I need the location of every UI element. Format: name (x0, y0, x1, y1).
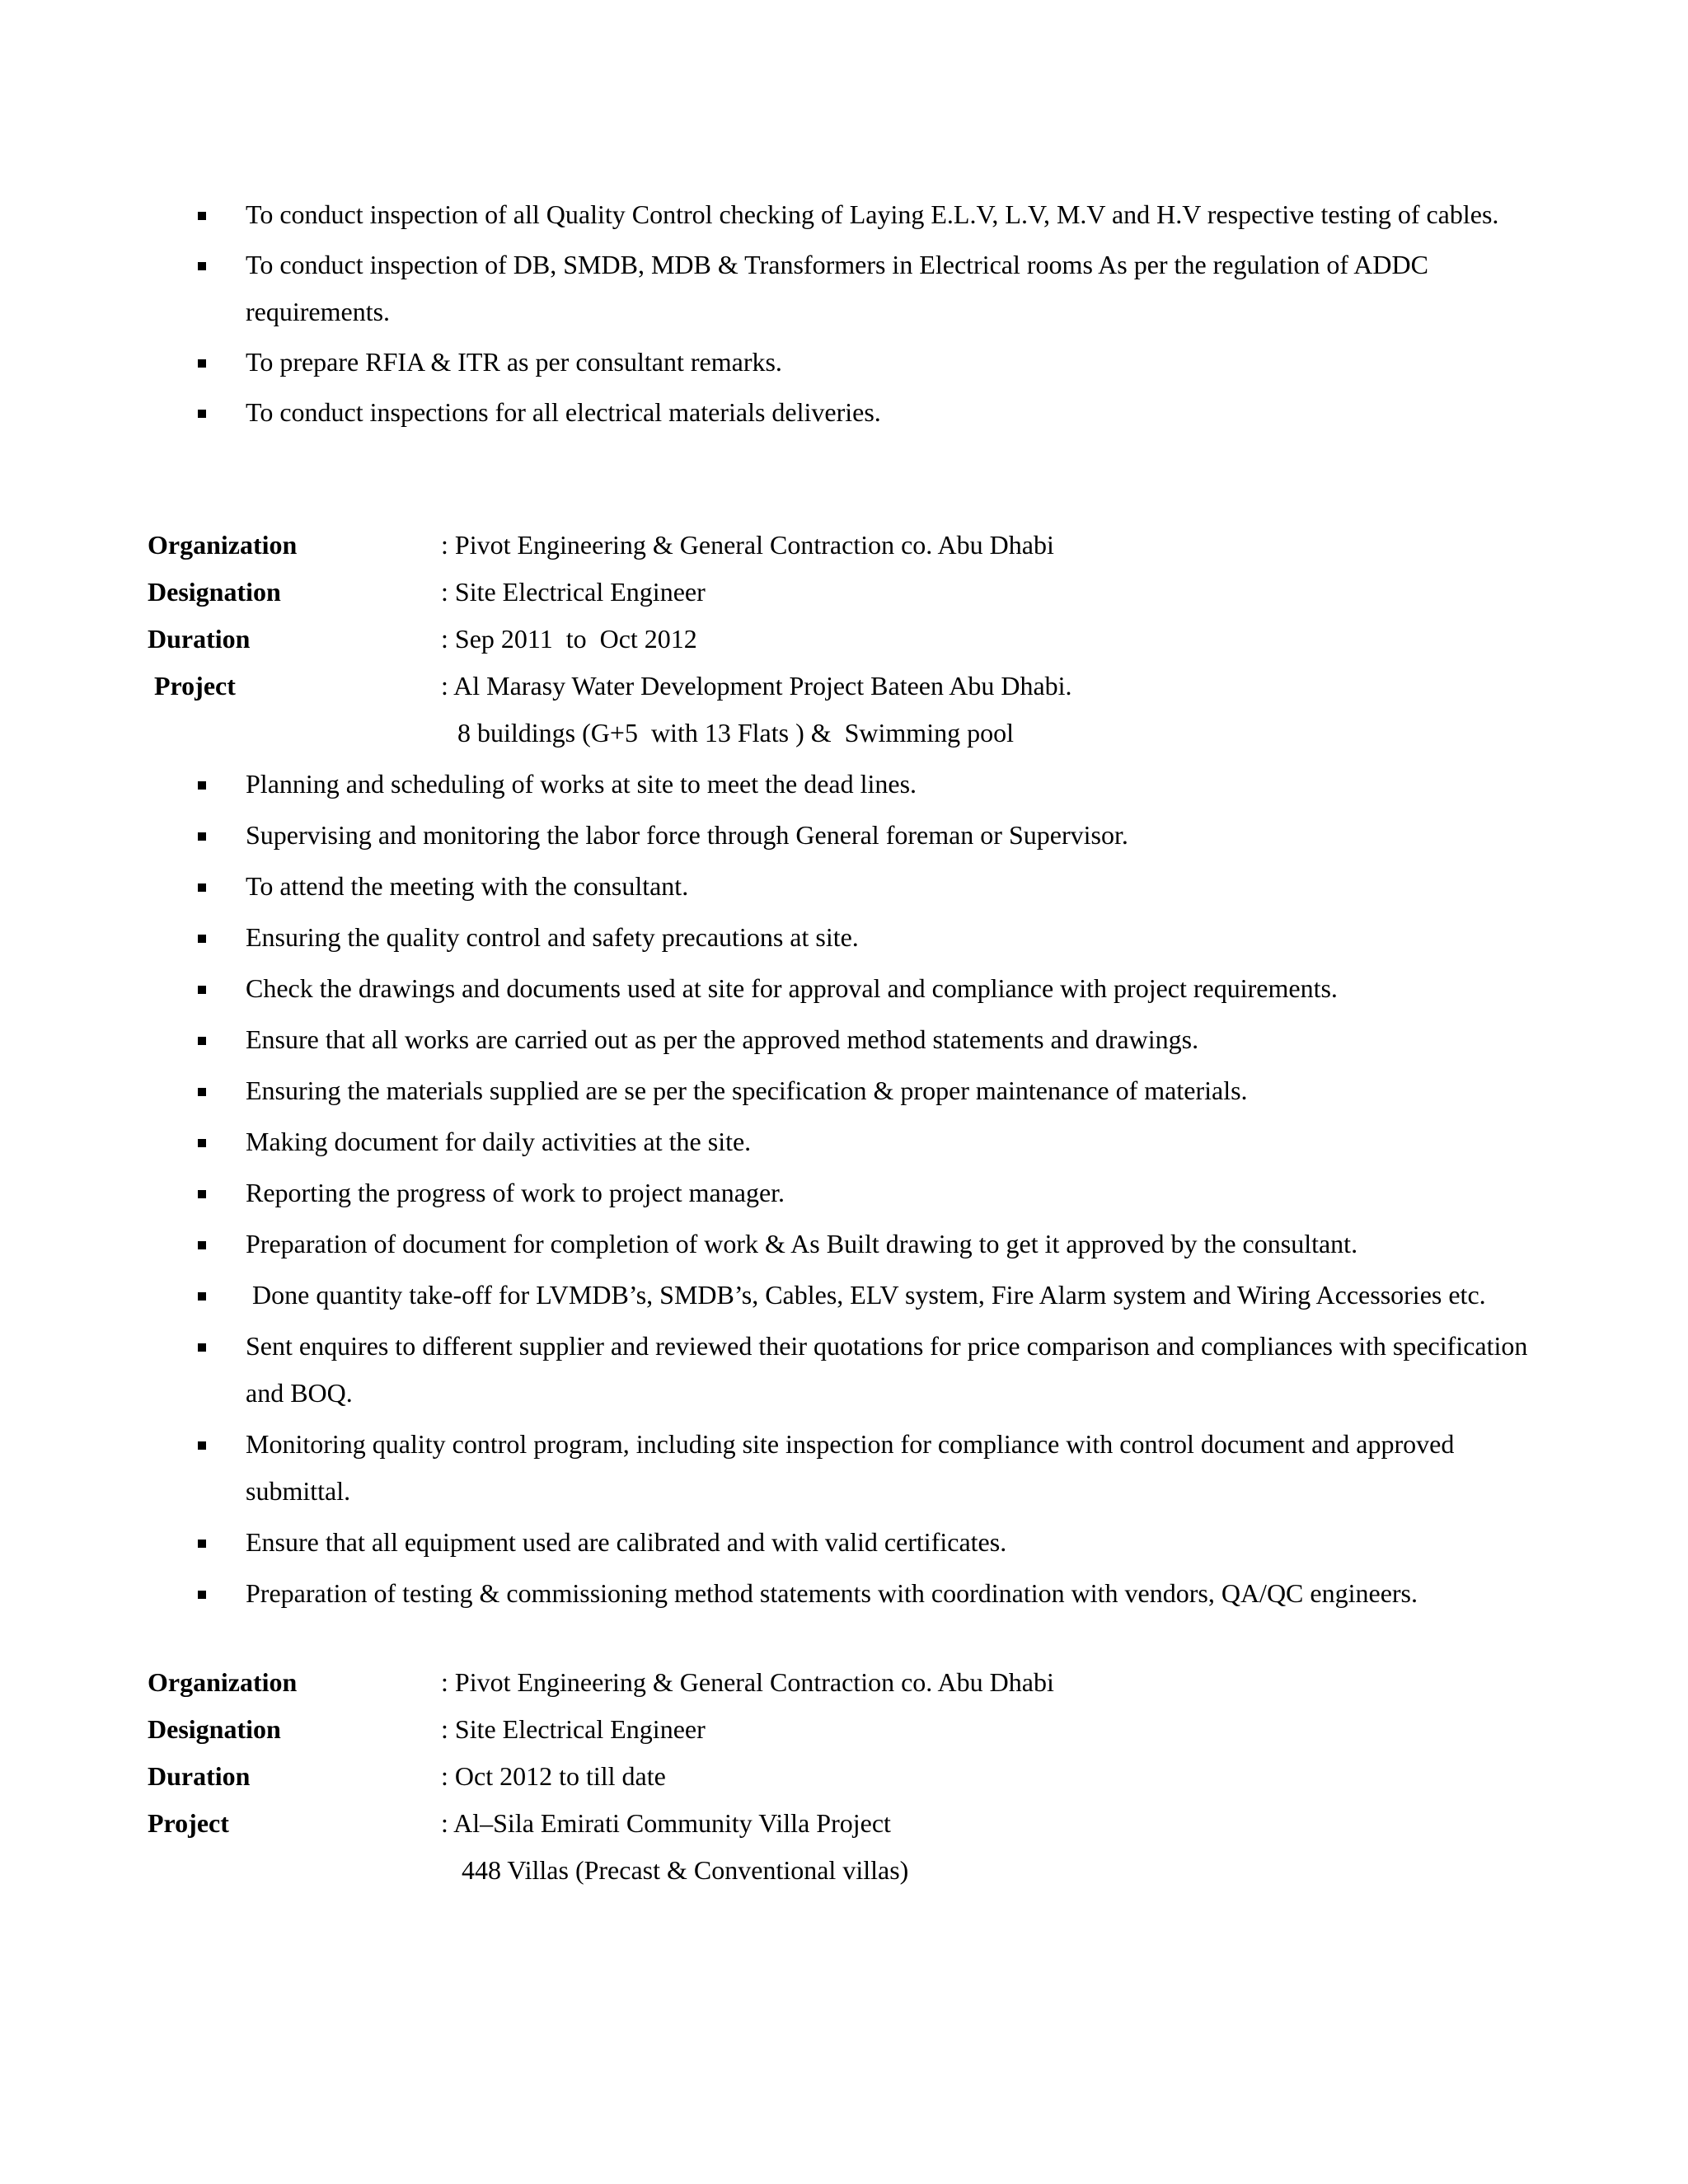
bullet-icon (198, 781, 206, 790)
designation-label: Designation (148, 1714, 281, 1744)
duration-value: : Sep 2011 to Oct 2012 (441, 624, 697, 654)
bullet-icon (198, 1088, 206, 1096)
bullet-icon (198, 262, 206, 270)
job2-duration-row (0, 1753, 1688, 1800)
organization-value: : Pivot Engineering & General Contraction co. Abu Dhabi (441, 530, 1054, 560)
job2-project-detail-row (0, 1847, 1688, 1894)
list-item: To prepare RFIA & ITR as per consultant remarks. (0, 339, 1564, 386)
job2-info (0, 1659, 1688, 1894)
job1-designation-row (0, 569, 1688, 616)
bullet-icon (198, 359, 206, 368)
bullet-icon (198, 832, 206, 841)
job2-organization-row (0, 1659, 1688, 1706)
duration-label: Duration (148, 1761, 251, 1791)
bullet-icon (198, 1190, 206, 1198)
organization-label: Organization (148, 1667, 298, 1697)
bullet-icon (198, 1241, 206, 1249)
list-item: To conduct inspections for all electrical materials deliveries. (0, 389, 1564, 436)
bullet-icon (198, 935, 206, 943)
bullet-icon (198, 986, 206, 994)
bullet-icon (198, 883, 206, 892)
job1-project-detail-row (0, 710, 1688, 757)
designation-value: : Site Electrical Engineer (441, 1714, 706, 1744)
bullet-icon (198, 410, 206, 418)
project-label: Project (148, 1808, 229, 1838)
list-item: To attend the meeting with the consultant. (0, 863, 1564, 910)
designation-label: Designation (148, 577, 281, 607)
job1-organization-row (0, 522, 1688, 569)
list-item: Preparation of document for completion of work & As Built drawing to get it approved by the consultant. (0, 1221, 1564, 1268)
project-value: : Al Marasy Water Development Project Bateen Abu Dhabi. (441, 671, 1072, 701)
job1-duration-row (0, 616, 1688, 663)
project-detail: 448 Villas (Precast & Conventional villas) (462, 1855, 909, 1885)
bullet-icon (198, 1292, 206, 1301)
bullet-icon (198, 1343, 206, 1352)
bullet-icon (198, 1540, 206, 1548)
responsibilities-list-top (0, 191, 1564, 436)
job1-duties-list (0, 761, 1647, 1617)
organization-label: Organization (148, 530, 298, 560)
list-item: Done quantity take-off for LVMDB’s, SMDB’s, Cables, ELV system, Fire Alarm system and Wiring Accessories etc. (0, 1272, 1647, 1319)
bullet-icon (198, 1591, 206, 1599)
duration-label: Duration (148, 624, 251, 654)
bullet-icon (198, 1037, 206, 1045)
list-item: To conduct inspection of DB, SMDB, MDB & Transformers in Electrical rooms As per the regulation of ADDC requirements. (0, 241, 1564, 335)
list-item: Preparation of testing & commissioning method statements with coordination with vendors, QA/QC engineers. (0, 1570, 1564, 1617)
list-item: Sent enquires to different supplier and reviewed their quotations for price comparison and compliances with specification and BOQ. (0, 1323, 1564, 1417)
list-item: Making document for daily activities at the site. (0, 1118, 1564, 1165)
list-item: To conduct inspection of all Quality Control checking of Laying E.L.V, L.V, M.V and H.V respective testing of cables. (0, 191, 1564, 238)
list-item: Ensure that all equipment used are calibrated and with valid certificates. (0, 1519, 1564, 1566)
project-value: : Al–Sila Emirati Community Villa Project (441, 1808, 891, 1838)
list-item: Ensuring the materials supplied are se per the specification & proper maintenance of materials. (0, 1067, 1564, 1114)
list-item: Ensuring the quality control and safety precautions at site. (0, 914, 1564, 961)
bullet-icon (198, 1139, 206, 1147)
duration-value: : Oct 2012 to till date (441, 1761, 666, 1791)
list-item: Check the drawings and documents used at site for approval and compliance with project requirements. (0, 965, 1564, 1012)
list-item: Reporting the progress of work to project manager. (0, 1169, 1564, 1216)
bullet-icon (198, 212, 206, 220)
job1-project-row (0, 663, 1688, 710)
project-label: Project (154, 671, 236, 701)
list-item: Planning and scheduling of works at site to meet the dead lines. (0, 761, 1564, 808)
list-item: Monitoring quality control program, including site inspection for compliance with control document and approved submittal. (0, 1421, 1564, 1515)
organization-value: : Pivot Engineering & General Contraction co. Abu Dhabi (441, 1667, 1054, 1697)
list-item: Ensure that all works are carried out as per the approved method statements and drawings. (0, 1016, 1564, 1063)
job1-info (0, 522, 1688, 757)
bullet-icon (198, 1441, 206, 1450)
project-detail: 8 buildings (G+5 with 13 Flats ) & Swimming pool (457, 718, 1014, 748)
list-item: Supervising and monitoring the labor force through General foreman or Supervisor. (0, 812, 1564, 859)
designation-value: : Site Electrical Engineer (441, 577, 706, 607)
job2-designation-row (0, 1706, 1688, 1753)
job2-project-row (0, 1800, 1688, 1847)
